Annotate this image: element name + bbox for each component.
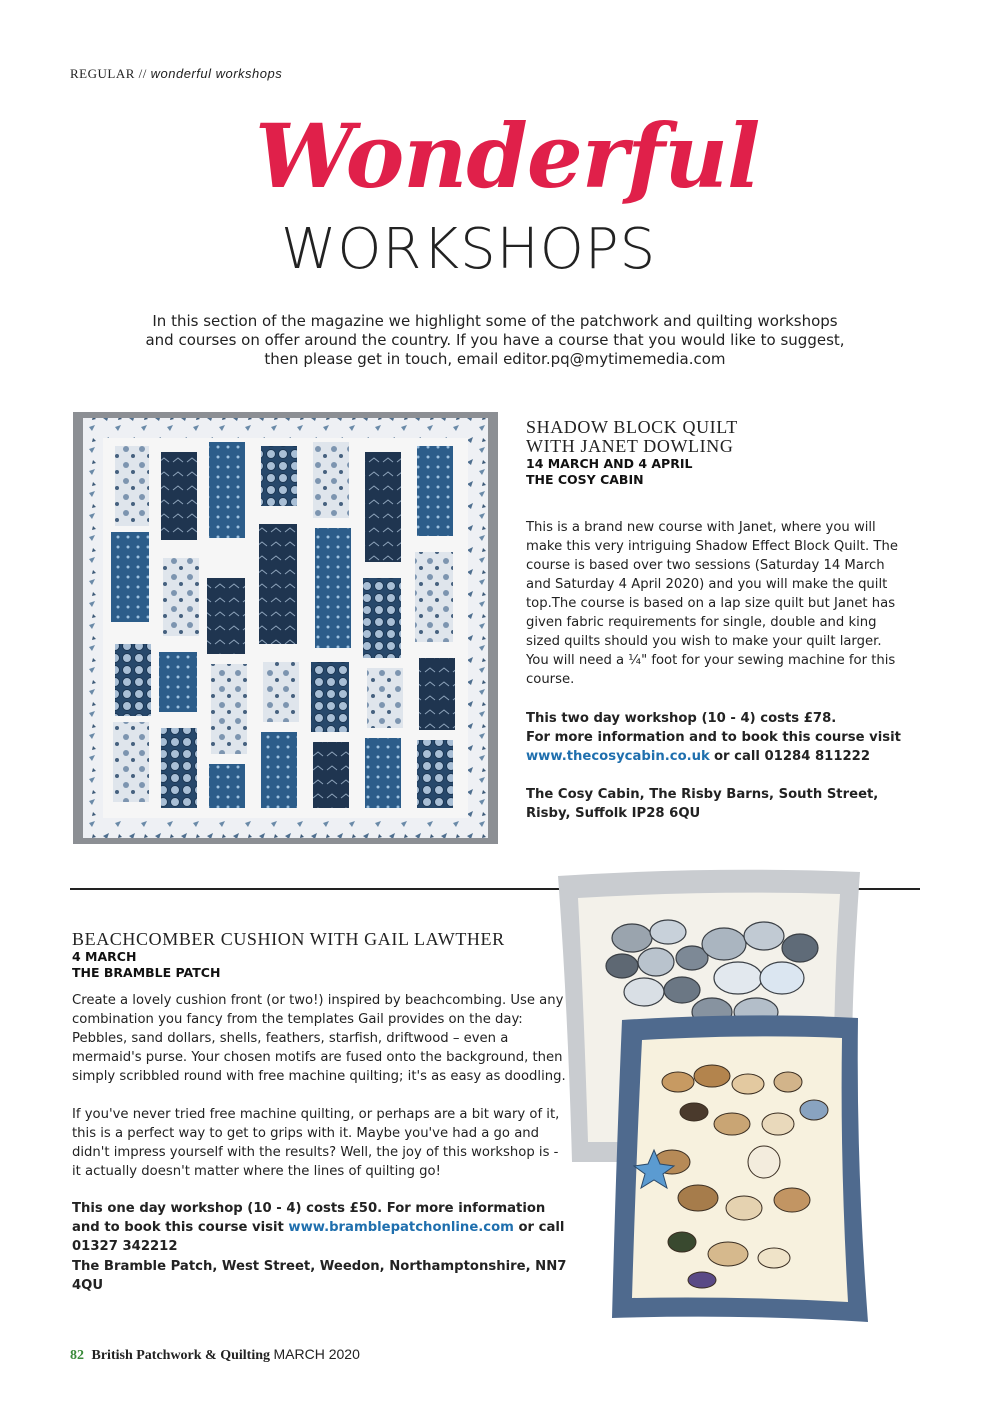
course-1-website-link[interactable]: www.thecosycabin.co.uk — [526, 749, 710, 764]
course-1-body: This is a brand new course with Janet, where you will make this very intriguing Shadow Effect Block Quilt. The course is based over two sessions (Saturday 14 March and Saturday 4 April 2020) and you will make the quilt top.The course is based on a lap size quilt but Janet has given fabric requirements for single, double and king sized quilts should you wish to make your quilt larger. You will need a ¼" foot for your sewing machine for this course. — [526, 520, 898, 687]
course-1-address-line1: The Cosy Cabin, The Risby Barns, South Street, — [526, 787, 879, 802]
section-separator: // — [138, 66, 147, 81]
course-2-website-link[interactable]: www.bramblepatchonline.com — [288, 1220, 514, 1235]
title-caps: WORKSHOPS — [281, 217, 657, 282]
page-footer — [70, 1346, 360, 1364]
magazine-name: British Patchwork & Quilting — [91, 1348, 271, 1363]
course-1-dates: 14 MARCH AND 4 APRIL — [526, 456, 693, 471]
quilt-image — [73, 412, 498, 844]
course-1-booking — [526, 709, 906, 766]
course-2-title: BEACHCOMBER CUSHION WITH GAIL LAWTHER — [72, 929, 505, 949]
course-2 — [72, 930, 552, 981]
running-head — [70, 66, 282, 82]
subsection-label: wonderful workshops — [150, 66, 283, 81]
quilt-illustration — [73, 412, 498, 844]
course-2-address: The Bramble Patch, West Street, Weedon, Northamptonshire, NN7 4QU — [72, 1259, 567, 1293]
course-2-dates: 4 MARCH — [72, 949, 137, 964]
course-1-phone: or call 01284 811222 — [714, 749, 871, 764]
issue-date: MARCH 2020 — [273, 1346, 360, 1362]
course-1 — [526, 418, 906, 488]
course-1-info: For more information and to book this course visit — [526, 730, 901, 745]
section-label: REGULAR — [70, 66, 135, 81]
title-script: Wonderful — [255, 104, 760, 208]
course-1-address — [526, 785, 906, 823]
course-2-booking — [72, 1199, 572, 1256]
page-number: 82 — [70, 1348, 84, 1363]
intro-paragraph: In this section of the magazine we highlight some of the patchwork and quilting workshops and courses on offer around the country. If you have a course that you would like to suggest, then please get in touch, email editor.pq@mytimemedia.com — [145, 312, 845, 368]
course-2-phone: or call 01327 342212 — [72, 1220, 565, 1254]
course-2-venue: THE BRAMBLE PATCH — [72, 965, 221, 980]
course-2-body-1: Create a lovely cushion front (or two!) inspired by beachcombing. Use any combination you fancy from the templates Gail provides on the day: Pebbles, sand dollars, shells, feathers, starfish, driftwood – even a mermaid's purse. Your chosen motifs are fused onto the background, then simply scribbled round with free machine quilting; it's as easy as doodling. — [72, 993, 566, 1084]
course-2-body-2: If you've never tried free machine quilting, or perhaps are a bit wary of it, this is a perfect way to get to grips with it. Maybe you've had a go and didn't impress yourself with the results? Well, the joy of this workshop is - it actually doesn't matter where the lines of quilting go! — [72, 1107, 560, 1179]
course-1-venue: THE COSY CABIN — [526, 472, 644, 487]
course-2-price: This one day workshop (10 - 4) costs £50. For more information and to book this course visit — [72, 1201, 546, 1235]
course-1-price: This two day workshop (10 - 4) costs £78. — [526, 711, 837, 726]
course-1-title-line2: WITH JANET DOWLING — [526, 436, 734, 456]
course-1-title-line1: SHADOW BLOCK QUILT — [526, 417, 738, 437]
cushions-image — [552, 862, 870, 1326]
cushions-illustration — [552, 862, 870, 1326]
course-1-address-line2: Risby, Suffolk IP28 6QU — [526, 806, 701, 821]
